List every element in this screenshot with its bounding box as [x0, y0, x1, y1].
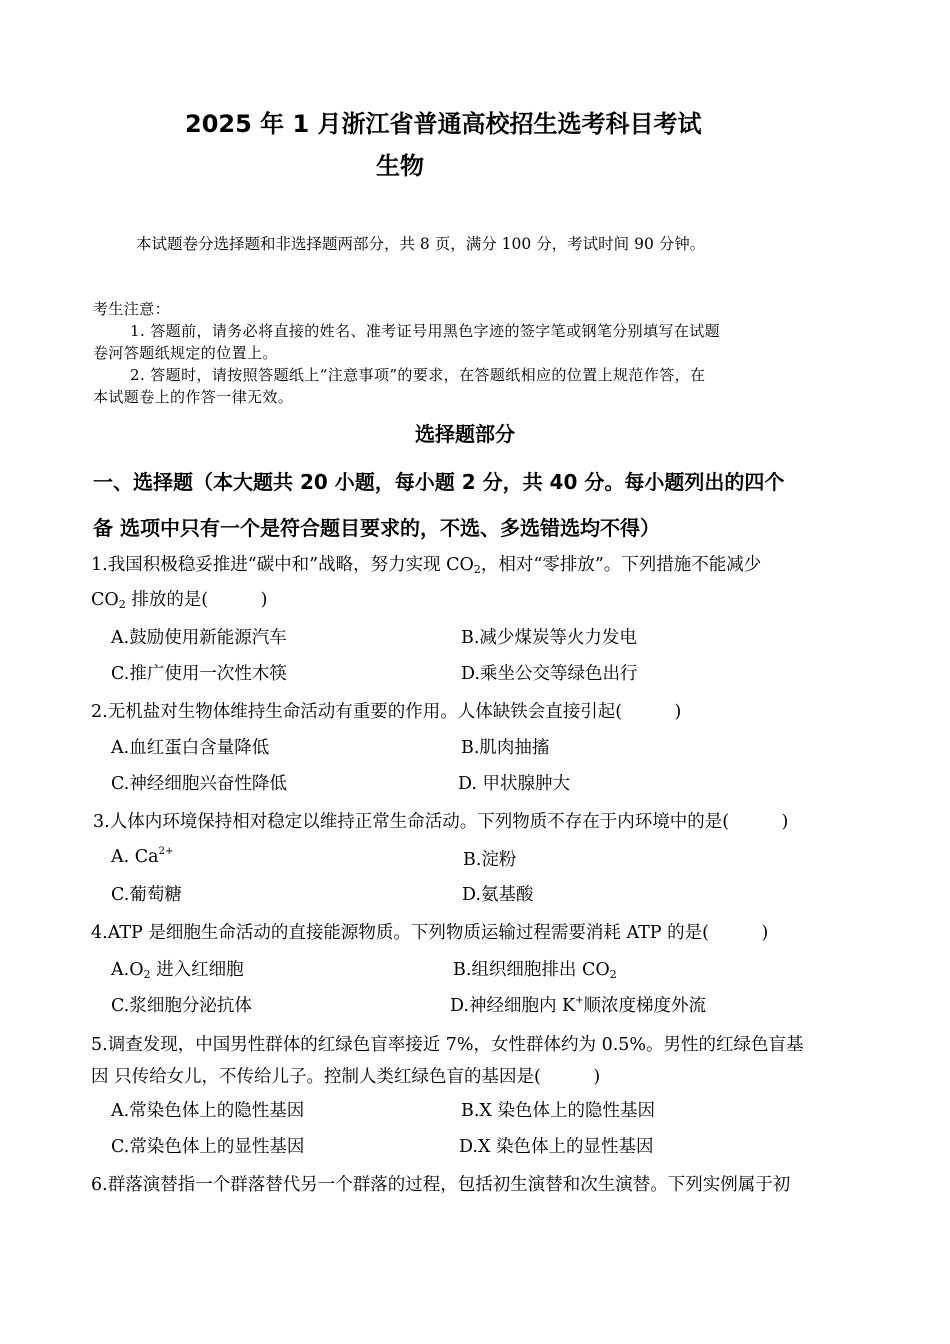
question-3-option-b: B.淀粉 [463, 850, 517, 870]
question-4-stem: 4.ATP 是细胞生命活动的直接能源物质。下列物质运输过程需要消耗 ATP 的是( ) [91, 923, 769, 943]
section-title: 选择题部分 [415, 422, 515, 446]
question-4-option-a: $A.O_2$ 进入红细胞 [111, 960, 244, 981]
question-2-option-a: A.血红蛋白含量降低 [111, 738, 270, 758]
question-6-stem-line-1: 6.群落演替指一个群落替代另一个群落的过程，包括初生演替和次生演替。下列实例属于初 [91, 1175, 791, 1195]
notice-item-2-line-1: 2. 答题时，请按照答题纸上“注意事项”的要求，在答题纸相应的位置上规范作答，在 [130, 366, 706, 384]
question-3-stem: 3.人体内环境保持相对稳定以维持正常生命活动。下列物质不存在于内环境中的是( ) [93, 812, 789, 832]
exam-title: 2025 年 1 月浙江省普通高校招生选考科目考试 [185, 110, 702, 138]
question-2-option-c: C.神经细胞兴奋性降低 [111, 774, 287, 794]
question-3-option-a: A. $Ca^{2+}$ [111, 846, 174, 867]
section-instructions-line-1: 一、选择题（本大题共 20 小题，每小题 2 分，共 40 分。每小题列出的四个 [93, 470, 785, 494]
question-2-option-d: D. 甲状腺肿大 [458, 774, 571, 794]
question-5-option-c: C.常染色体上的显性基因 [111, 1137, 305, 1157]
notice-item-1-line-1: 1. 答题前，请务必将直接的姓名、准考证号用黑色字迹的签字笔或钢笔分别填写在试题 [130, 322, 721, 340]
subject-title: 生物 [376, 152, 424, 180]
question-3-option-c: C.葡萄糖 [111, 885, 182, 905]
question-5-option-a: A.常染色体上的隐性基因 [111, 1101, 305, 1121]
notice-heading: 考生注意： [93, 300, 171, 318]
notice-item-2-line-2: 本试题卷上的作答一律无效。 [93, 388, 294, 406]
question-4-option-d: D.神经细胞内 K+顺浓度梯度外流 [450, 995, 706, 1016]
question-4-option-c: C.浆细胞分泌抗体 [111, 996, 252, 1016]
question-1-option-d: D.乘坐公交等绿色出行 [461, 664, 638, 684]
question-1-option-c: C.推广使用一次性木筷 [111, 664, 287, 684]
question-2-stem: 2.无机盐对生物体维持生命活动有重要的作用。人体缺铁会直接引起( ) [91, 702, 682, 722]
question-2-option-b: B.肌肉抽搐 [461, 738, 550, 758]
exam-intro: 本试题卷分选择题和非选择题两部分，共 8 页，满分 100 分，考试时间 90 分钟。 [136, 235, 706, 253]
question-1-option-a: A.鼓励使用新能源汽车 [111, 628, 287, 648]
question-1-stem-line-1: 1.我国积极稳妥推进“碳中和”战略，努力实现 $CO_2$，相对“零排放”。下列措施不能减少 [91, 555, 762, 576]
question-5-stem-line-1: 5.调查发现，中国男性群体的红绿色盲率接近 7%，女性群体约为 0.5%。男性的红绿色盲基 [91, 1035, 804, 1055]
question-3-option-d: D.氨基酸 [462, 885, 534, 905]
question-1-option-b: B.减少煤炭等火力发电 [461, 628, 637, 648]
question-5-option-d: D.X 染色体上的显性基因 [459, 1137, 654, 1157]
question-4-option-b: B.组织细胞排出 $CO_2$ [453, 960, 617, 981]
question-5-stem-line-2: 因 只传给女儿，不传给儿子。控制人类红绿色盲的基因是( ) [91, 1067, 601, 1087]
question-1-stem-line-2: $CO_2$ 排放的是( ) [91, 590, 268, 611]
section-instructions-line-2: 备 选项中只有一个是符合题目要求的，不选、多选错选均不得） [93, 516, 660, 540]
question-5-option-b: B.X 染色体上的隐性基因 [461, 1101, 655, 1121]
notice-item-1-line-2: 卷河答题纸规定的位置上。 [93, 344, 278, 362]
